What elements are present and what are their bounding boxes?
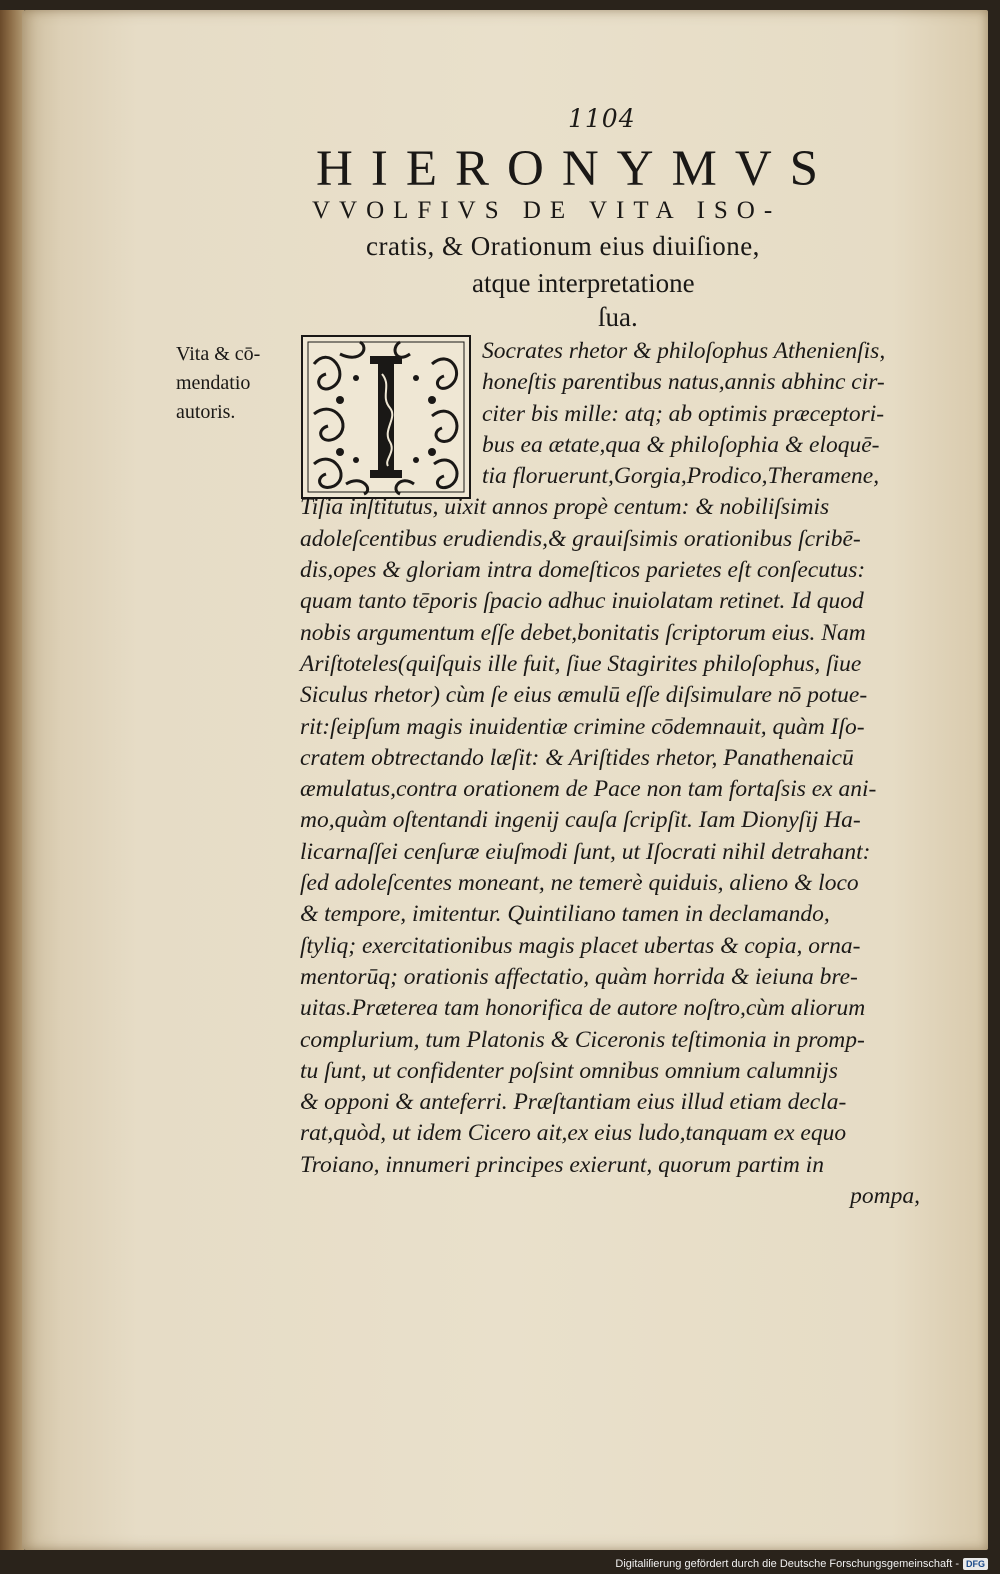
margin-note-line: autoris. xyxy=(176,401,236,423)
margin-note-line: Vita & cō- xyxy=(176,343,261,365)
text-line: honeſtis parentibus natus,annis abhinc cir- xyxy=(482,369,885,396)
text-line: Troiano, innumeri principes exierunt, quorum partim in xyxy=(300,1151,824,1178)
catchword: pompa, xyxy=(850,1183,920,1210)
text-line: Socrates rhetor & philoſophus Athenienſis, xyxy=(482,338,886,364)
text-line: adoleſcentibus erudiendis,& grauiſsimis orationibus ſcribē- xyxy=(300,525,861,552)
text-line: tia floruerunt,Gorgia,Prodico,Theramene, xyxy=(482,463,880,490)
text-line: rit:ſeipſum magis inuidentiæ crimine cōdemnauit, quàm Iſo- xyxy=(300,713,865,740)
heading-line: atque interpretatione xyxy=(472,268,695,298)
text-line: uitas.Præterea tam honorifica de autore noſtro,cùm aliorum xyxy=(300,995,866,1022)
text-line: ſtyliq; exercitationibus magis placet ubertas & copia, orna- xyxy=(300,932,861,959)
heading-line: cratis, & Orationum eius diuiſione, xyxy=(366,231,760,261)
text-line: nobis argumentum eſſe debet,bonitatis ſcriptorum eius. Nam xyxy=(300,619,866,646)
heading-main: HIERONYMVS xyxy=(316,141,837,197)
text-line: bus ea ætate,qua & philoſophia & eloquē- xyxy=(482,431,880,458)
text-line: & tempore, imitentur. Quintiliano tamen in declamando, xyxy=(300,901,830,928)
digitization-credit xyxy=(615,1558,988,1570)
book-spine xyxy=(0,10,24,1550)
text-line: complurium, tum Platonis & Ciceronis teſtimonia in promp- xyxy=(300,1026,865,1053)
text-line: Siculus rhetor) cùm ſe eius æmulū eſſe diſsimulare nō potue- xyxy=(300,682,868,709)
text-line: Ariſtoteles(quiſquis ille fuit, ſiue Stagirites philoſophus, ſiue xyxy=(300,650,862,677)
body-text xyxy=(300,336,932,1212)
text-line: æmulatus,contra orationem de Pace non tam fortaſsis ex ani- xyxy=(300,776,877,803)
text-line: quam tanto tēporis ſpacio adhuc inuiolatam retinet. Id quod xyxy=(300,588,864,615)
margin-note xyxy=(176,340,300,427)
text-line: rat,quòd, ut idem Cicero ait,ex eius ludo,tanquam ex equo xyxy=(300,1120,847,1147)
margin-note-line: mendatio xyxy=(176,372,251,394)
text-line: licarnaſſei cenſuræ eiuſmodi ſunt, ut Iſocrati nihil detrahant: xyxy=(300,838,871,865)
heading-sub: VVOLFIVS DE VITA ISO- xyxy=(312,197,782,224)
heading-line: ſua. xyxy=(598,302,638,332)
text-line: Tiſia inſtitutus, uixit annos propè centum: & nobiliſsimis xyxy=(300,494,830,521)
text-line: cratem obtrectando læſit: & Ariſtides rhetor, Panathenaicū xyxy=(300,744,854,771)
text-line: & opponi & anteferri. Præſtantiam eius illud etiam decla- xyxy=(300,1089,847,1116)
dfg-logo-icon: DFG xyxy=(963,1558,988,1570)
text-line: dis,opes & gloriam intra domeſticos parietes eſt conſecutus: xyxy=(300,557,866,584)
text-line: mentorūq; orationis affectatio, quàm horrida & ieiuna bre- xyxy=(300,963,858,990)
text-line: mo,quàm oſtentandi ingenij cauſa ſcripſit. Iam Dionyſij Ha- xyxy=(300,807,861,834)
text-line: citer bis mille: atq; ab optimis præceptori- xyxy=(482,400,885,427)
credit-text: Digitaliſierung gefördert durch die Deutsche Forschungsgemeinschaft - xyxy=(615,1558,959,1570)
text-line: tu ſunt, ut confidenter poſsint omnibus omnium calumnijs xyxy=(300,1057,838,1084)
page-number: 1104 xyxy=(568,104,636,133)
text-line: ſed adoleſcentes moneant, ne temerè quiduis, alieno & loco xyxy=(300,870,859,897)
